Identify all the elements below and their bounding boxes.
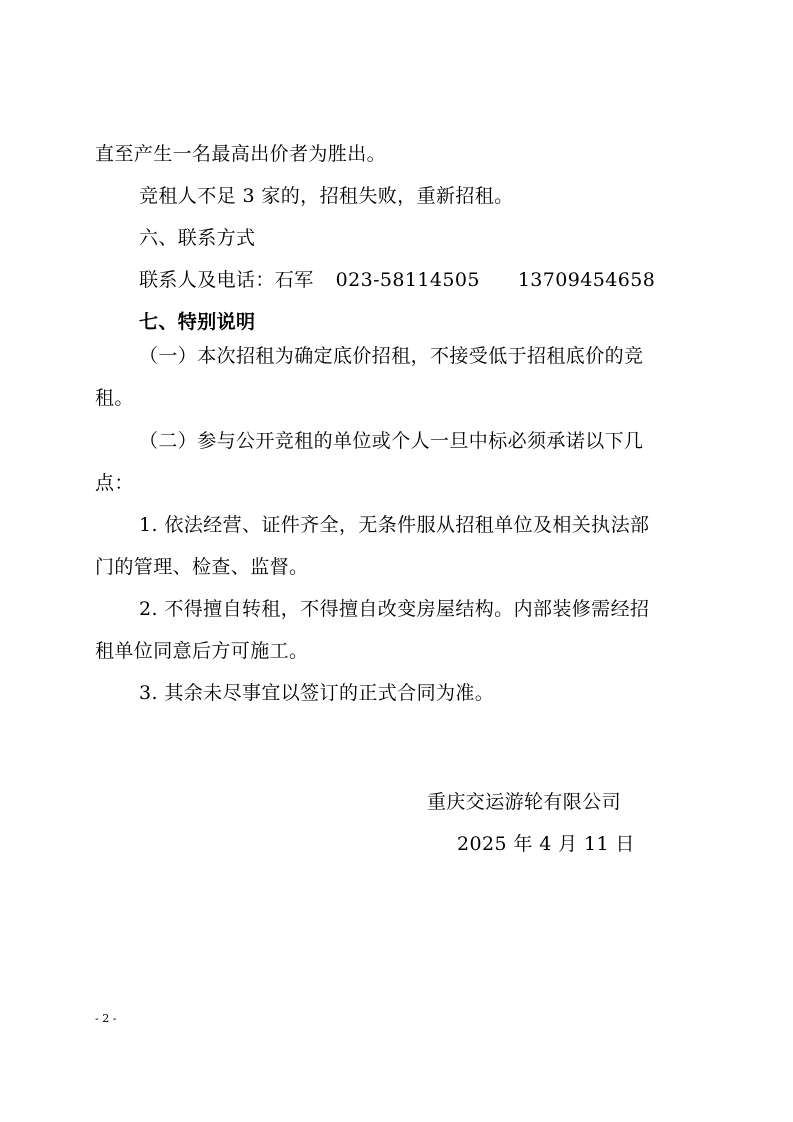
signature-date: 2025 年 4 月 11 日	[457, 833, 635, 855]
paragraph-line-14: 3. 其余未尽事宜以签订的正式合同为准。	[139, 682, 495, 704]
paragraph-line-1: 直至产生一名最高出价者为胜出。	[95, 143, 387, 165]
paragraph-line-11: 门的管理、检查、监督。	[95, 556, 309, 578]
page-number: - 2 -	[95, 1012, 117, 1025]
paragraph-line-8: （二）参与公开竞租的单位或个人一旦中标必须承诺以下几	[139, 430, 644, 452]
paragraph-line-10: 1. 依法经营、证件齐全，无条件服从招租单位及相关执法部	[139, 514, 650, 536]
section-heading-contact: 六、联系方式	[139, 227, 256, 249]
paragraph-line-6: （一）本次招租为确定底价招租，不接受低于招租底价的竞	[139, 345, 644, 367]
contact-line	[139, 268, 655, 292]
paragraph-line-13: 租单位同意后方可施工。	[95, 640, 309, 662]
paragraph-line-7: 租。	[95, 387, 134, 409]
section-heading-special-notes: 七、特别说明	[139, 311, 256, 333]
contact-phone-mobile: 13709454658	[517, 269, 656, 291]
contact-label: 联系人及电话：石军	[139, 269, 314, 291]
paragraph-line-9: 点：	[95, 472, 134, 494]
signature-company: 重庆交运游轮有限公司	[427, 791, 622, 813]
paragraph-line-12: 2. 不得擅自转租，不得擅自改变房屋结构。内部装修需经招	[139, 598, 650, 620]
contact-phone-landline: 023-58114505	[335, 269, 480, 291]
paragraph-line-2: 竞租人不足 3 家的，招租失败，重新招租。	[139, 185, 514, 207]
